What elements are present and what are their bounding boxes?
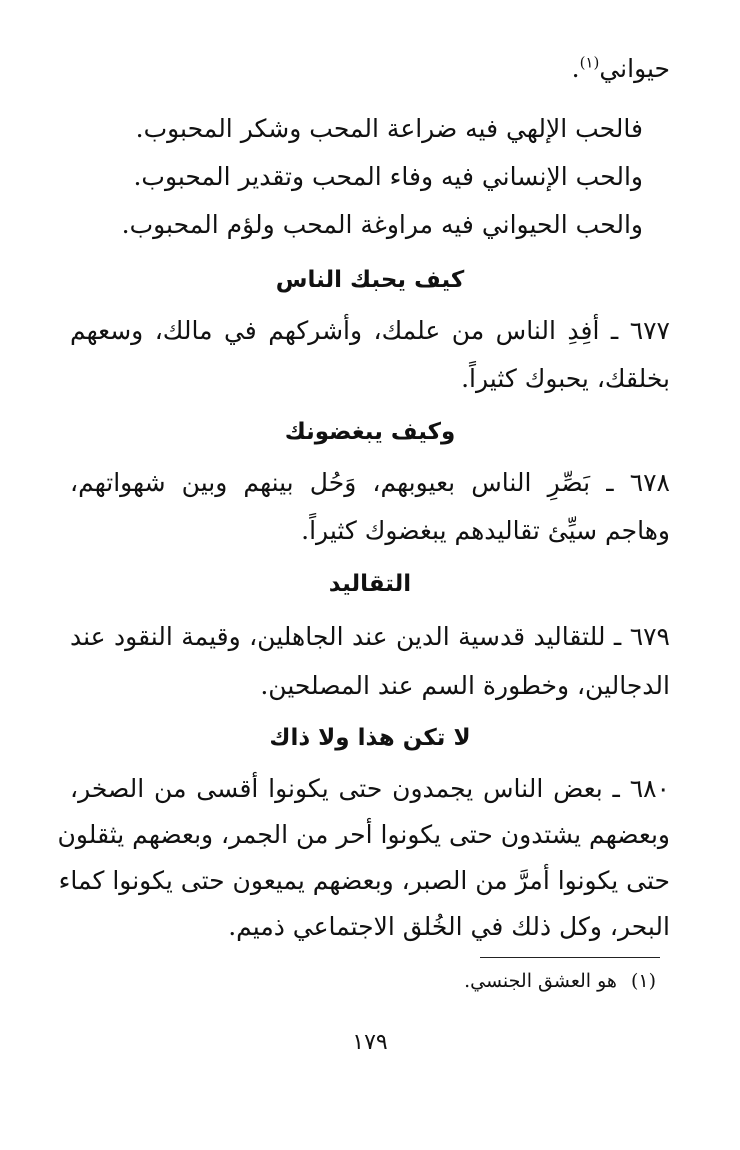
footnote-mark: (١) (630, 970, 656, 992)
paragraph-line: الدجالين، وخطورة السم عند المصلحين. (260, 671, 670, 700)
footnote (464, 967, 656, 995)
section-heading: التقاليد (328, 571, 412, 597)
footnote-text: هو العشق الجنسي. (464, 970, 617, 992)
paragraph-line: ٦٧٧ ـ أفِدِ الناس من علمك، وأشركهم في مالك، وسعهم (70, 316, 670, 345)
paragraph-line: وهاجم سيِّئ تقاليدهم يبغضوك كثيراً. (301, 516, 670, 545)
footnote-reference: (١) (579, 53, 600, 72)
paragraph-line: بخلقك، يحبوك كثيراً. (461, 364, 670, 393)
intro-line: والحب الإنساني فيه وفاء المحب وتقدير المحبوب. (133, 162, 643, 191)
intro-line: والحب الحيواني فيه مراوغة المحب ولؤم المحبوب. (121, 210, 643, 239)
section-heading: كيف يحبك الناس (275, 267, 465, 293)
paragraph-line: حتى يكونوا أمرَّ من الصبر، وبعضهم يميعون حتى يكونوا كماء (58, 866, 670, 895)
continuation-end: . (571, 54, 580, 83)
continuation-line (70, 52, 670, 86)
continuation-text: حيواني (599, 54, 670, 83)
section-heading: لا تكن هذا ولا ذاك (269, 725, 471, 751)
page-number: ١٧٩ (352, 1030, 388, 1055)
section-heading: وكيف يبغضونك (284, 419, 456, 445)
paragraph-line: وبعضهم يشتدون حتى يكونوا أحر من الجمر، وبعضهم يثقلون (57, 820, 670, 849)
paragraph-line: ٦٨٠ ـ بعض الناس يجمدون حتى يكونوا أقسى من الصخر، (70, 774, 670, 803)
paragraph-line: البحر، وكل ذلك في الخُلق الاجتماعي ذميم. (228, 912, 670, 941)
intro-line: فالحب الإلهي فيه ضراعة المحب وشكر المحبوب. (135, 114, 643, 143)
paragraph-line: ٦٧٨ ـ بَصِّرِ الناس بعيوبهم، وَحُل بينهم وبين شهواتهم، (70, 468, 670, 497)
footnote-divider (480, 957, 660, 958)
paragraph-line: ٦٧٩ ـ للتقاليد قدسية الدين عند الجاهلين، وقيمة النقود عند (70, 622, 670, 651)
